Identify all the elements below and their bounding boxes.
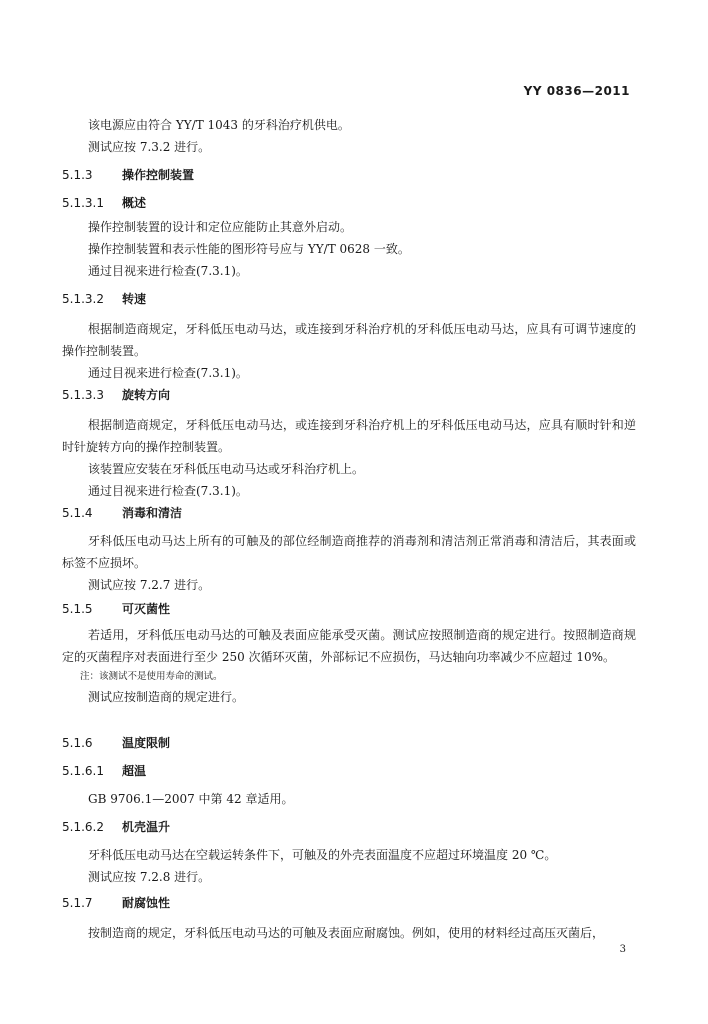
section-title: 可灭菌性 <box>122 602 171 616</box>
paragraph: 通过目视来进行检查(7.3.1)。 <box>88 484 248 498</box>
section-title: 机壳温升 <box>122 820 171 834</box>
section-body-5-1-3-3 <box>62 414 636 502</box>
section-title: 耐腐蚀性 <box>122 896 171 910</box>
section-body-5-1-6-2 <box>62 844 636 888</box>
paragraph: 操作控制装置和表示性能的图形符号应与 YY/T 0628 一致。 <box>88 242 410 256</box>
paragraph: 牙科低压电动马达在空载运转条件下，可触及的外壳表面温度不应超过环境温度 20 ℃。 <box>88 848 557 862</box>
page-number: 3 <box>619 944 626 955</box>
section-number: 5.1.6 <box>62 736 93 750</box>
section-heading-5-1-3-1 <box>62 194 146 211</box>
section-heading-5-1-3-2 <box>62 290 146 307</box>
section-heading-5-1-7 <box>62 894 170 911</box>
section-heading-5-1-6 <box>62 734 170 751</box>
section-body-5-1-3-2 <box>62 318 636 384</box>
section-body-5-1-6-1 <box>62 788 636 810</box>
section-title: 超温 <box>122 764 147 778</box>
section-title: 旋转方向 <box>122 388 171 402</box>
paragraph: 通过目视来进行检查(7.3.1)。 <box>88 366 248 380</box>
section-heading-5-1-5 <box>62 600 170 617</box>
section-number: 5.1.3.1 <box>62 196 104 210</box>
section-number: 5.1.3.3 <box>62 388 104 402</box>
paragraph: 测试应按 7.2.8 进行。 <box>88 870 211 884</box>
paragraph: 测试应按 7.3.2 进行。 <box>88 140 211 154</box>
section-number: 5.1.6.1 <box>62 764 104 778</box>
section-heading-5-1-4 <box>62 504 182 521</box>
intro-block <box>62 114 636 158</box>
section-body-5-1-3-1 <box>62 216 636 282</box>
section-title: 操作控制装置 <box>122 168 195 182</box>
section-number: 5.1.6.2 <box>62 820 104 834</box>
paragraph: 该电源应由符合 YY/T 1043 的牙科治疗机供电。 <box>88 118 350 132</box>
paragraph: 测试应按 7.2.7 进行。 <box>88 578 211 592</box>
paragraph: 测试应按制造商的规定进行。 <box>88 690 245 704</box>
section-body-5-1-7 <box>62 922 636 944</box>
paragraph: GB 9706.1—2007 中第 42 章适用。 <box>88 792 294 806</box>
section-heading-5-1-6-2 <box>62 818 170 835</box>
paragraph: 根据制造商规定，牙科低压电动马达，或连接到牙科治疗机的牙科低压电动马达，应具有可调节速度的操作控制装置。 <box>62 322 636 358</box>
paragraph: 通过目视来进行检查(7.3.1)。 <box>88 264 248 278</box>
section-number: 5.1.3 <box>62 168 93 182</box>
paragraph: 该装置应安装在牙科低压电动马达或牙科治疗机上。 <box>88 462 365 476</box>
section-number: 5.1.5 <box>62 602 93 616</box>
section-title: 概述 <box>122 196 147 210</box>
section-number: 5.1.3.2 <box>62 292 104 306</box>
paragraph: 操作控制装置的设计和定位应能防止其意外启动。 <box>88 220 353 234</box>
section-title: 转速 <box>122 292 147 306</box>
standard-code-header: YY 0836—2011 <box>523 84 630 98</box>
section-number: 5.1.7 <box>62 896 93 910</box>
section-title: 消毒和清洁 <box>122 506 183 520</box>
paragraph: 按制造商的规定，牙科低压电动马达的可触及表面应耐腐蚀。例如，使用的材料经过高压灭菌后， <box>88 926 605 940</box>
section-heading-5-1-3-3 <box>62 386 170 403</box>
section-number: 5.1.4 <box>62 506 93 520</box>
section-title: 温度限制 <box>122 736 171 750</box>
section-body-5-1-5 <box>62 624 636 708</box>
paragraph: 牙科低压电动马达上所有的可触及的部位经制造商推荐的消毒剂和清洁剂正常消毒和清洁后，其表面或标签不应损坏。 <box>62 534 636 570</box>
paragraph: 若适用，牙科低压电动马达的可触及表面应能承受灭菌。测试应按照制造商的规定进行。按照制造商规定的灭菌程序对表面进行至少 250 次循环灭菌，外部标记不应损伤，马达轴向功率减少不应超过 10%。 <box>62 628 636 664</box>
paragraph: 根据制造商规定，牙科低压电动马达，或连接到牙科治疗机上的牙科低压电动马达，应具有顺时针和逆时针旋转方向的操作控制装置。 <box>62 418 636 454</box>
section-heading-5-1-3 <box>62 166 194 183</box>
note: 注：该测试不是使用寿命的测试。 <box>80 671 223 682</box>
section-body-5-1-4 <box>62 530 636 596</box>
section-heading-5-1-6-1 <box>62 762 146 779</box>
